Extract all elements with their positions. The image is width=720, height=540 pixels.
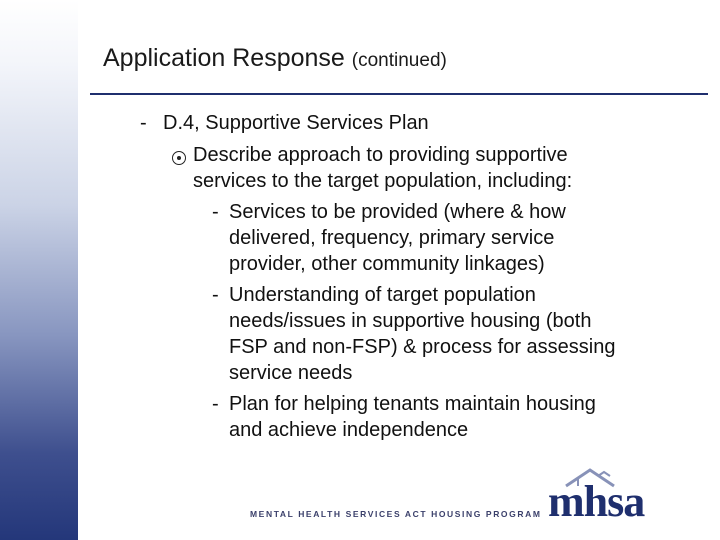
bullet-level2-line: services to the target population, including:	[193, 170, 573, 192]
bullet-level3-line: Plan for helping tenants maintain housing	[229, 393, 596, 415]
title-divider	[90, 93, 708, 95]
bullet-level3-line: and achieve independence	[229, 419, 469, 441]
bullet-marker-level3: -	[212, 284, 219, 306]
bullet-level2-line: Describe approach to providing supportive	[193, 144, 568, 166]
bullet-marker-level1: -	[140, 112, 147, 134]
bullet-level3-line: delivered, frequency, primary service	[229, 227, 555, 249]
bullet-level3-line: Services to be provided (where & how	[229, 201, 566, 223]
footer-program-name: MENTAL HEALTH SERVICES ACT HOUSING PROGRAM	[250, 509, 542, 519]
slide-title-sub: (continued)	[351, 50, 447, 71]
logo-text: mhsa	[548, 477, 645, 526]
bullet-level3-line: service needs	[229, 362, 353, 384]
slide-title-main: Application Response	[103, 44, 345, 72]
bullet-level3-line: Understanding of target population	[229, 284, 536, 306]
bullet-level1-text: D.4, Supportive Services Plan	[163, 112, 429, 134]
mhsa-logo	[548, 466, 658, 528]
slide-title	[103, 44, 447, 73]
bullet-marker-level3: -	[212, 201, 219, 223]
bullet-level3-line: FSP and non-FSP) & process for assessing	[229, 336, 616, 358]
bullet-marker-level3: -	[212, 393, 219, 415]
bullet-level3-line: needs/issues in supportive housing (both	[229, 310, 592, 332]
sidebar-gradient	[0, 0, 78, 540]
target-bullet-icon	[172, 151, 186, 165]
bullet-level3-line: provider, other community linkages)	[229, 253, 545, 275]
